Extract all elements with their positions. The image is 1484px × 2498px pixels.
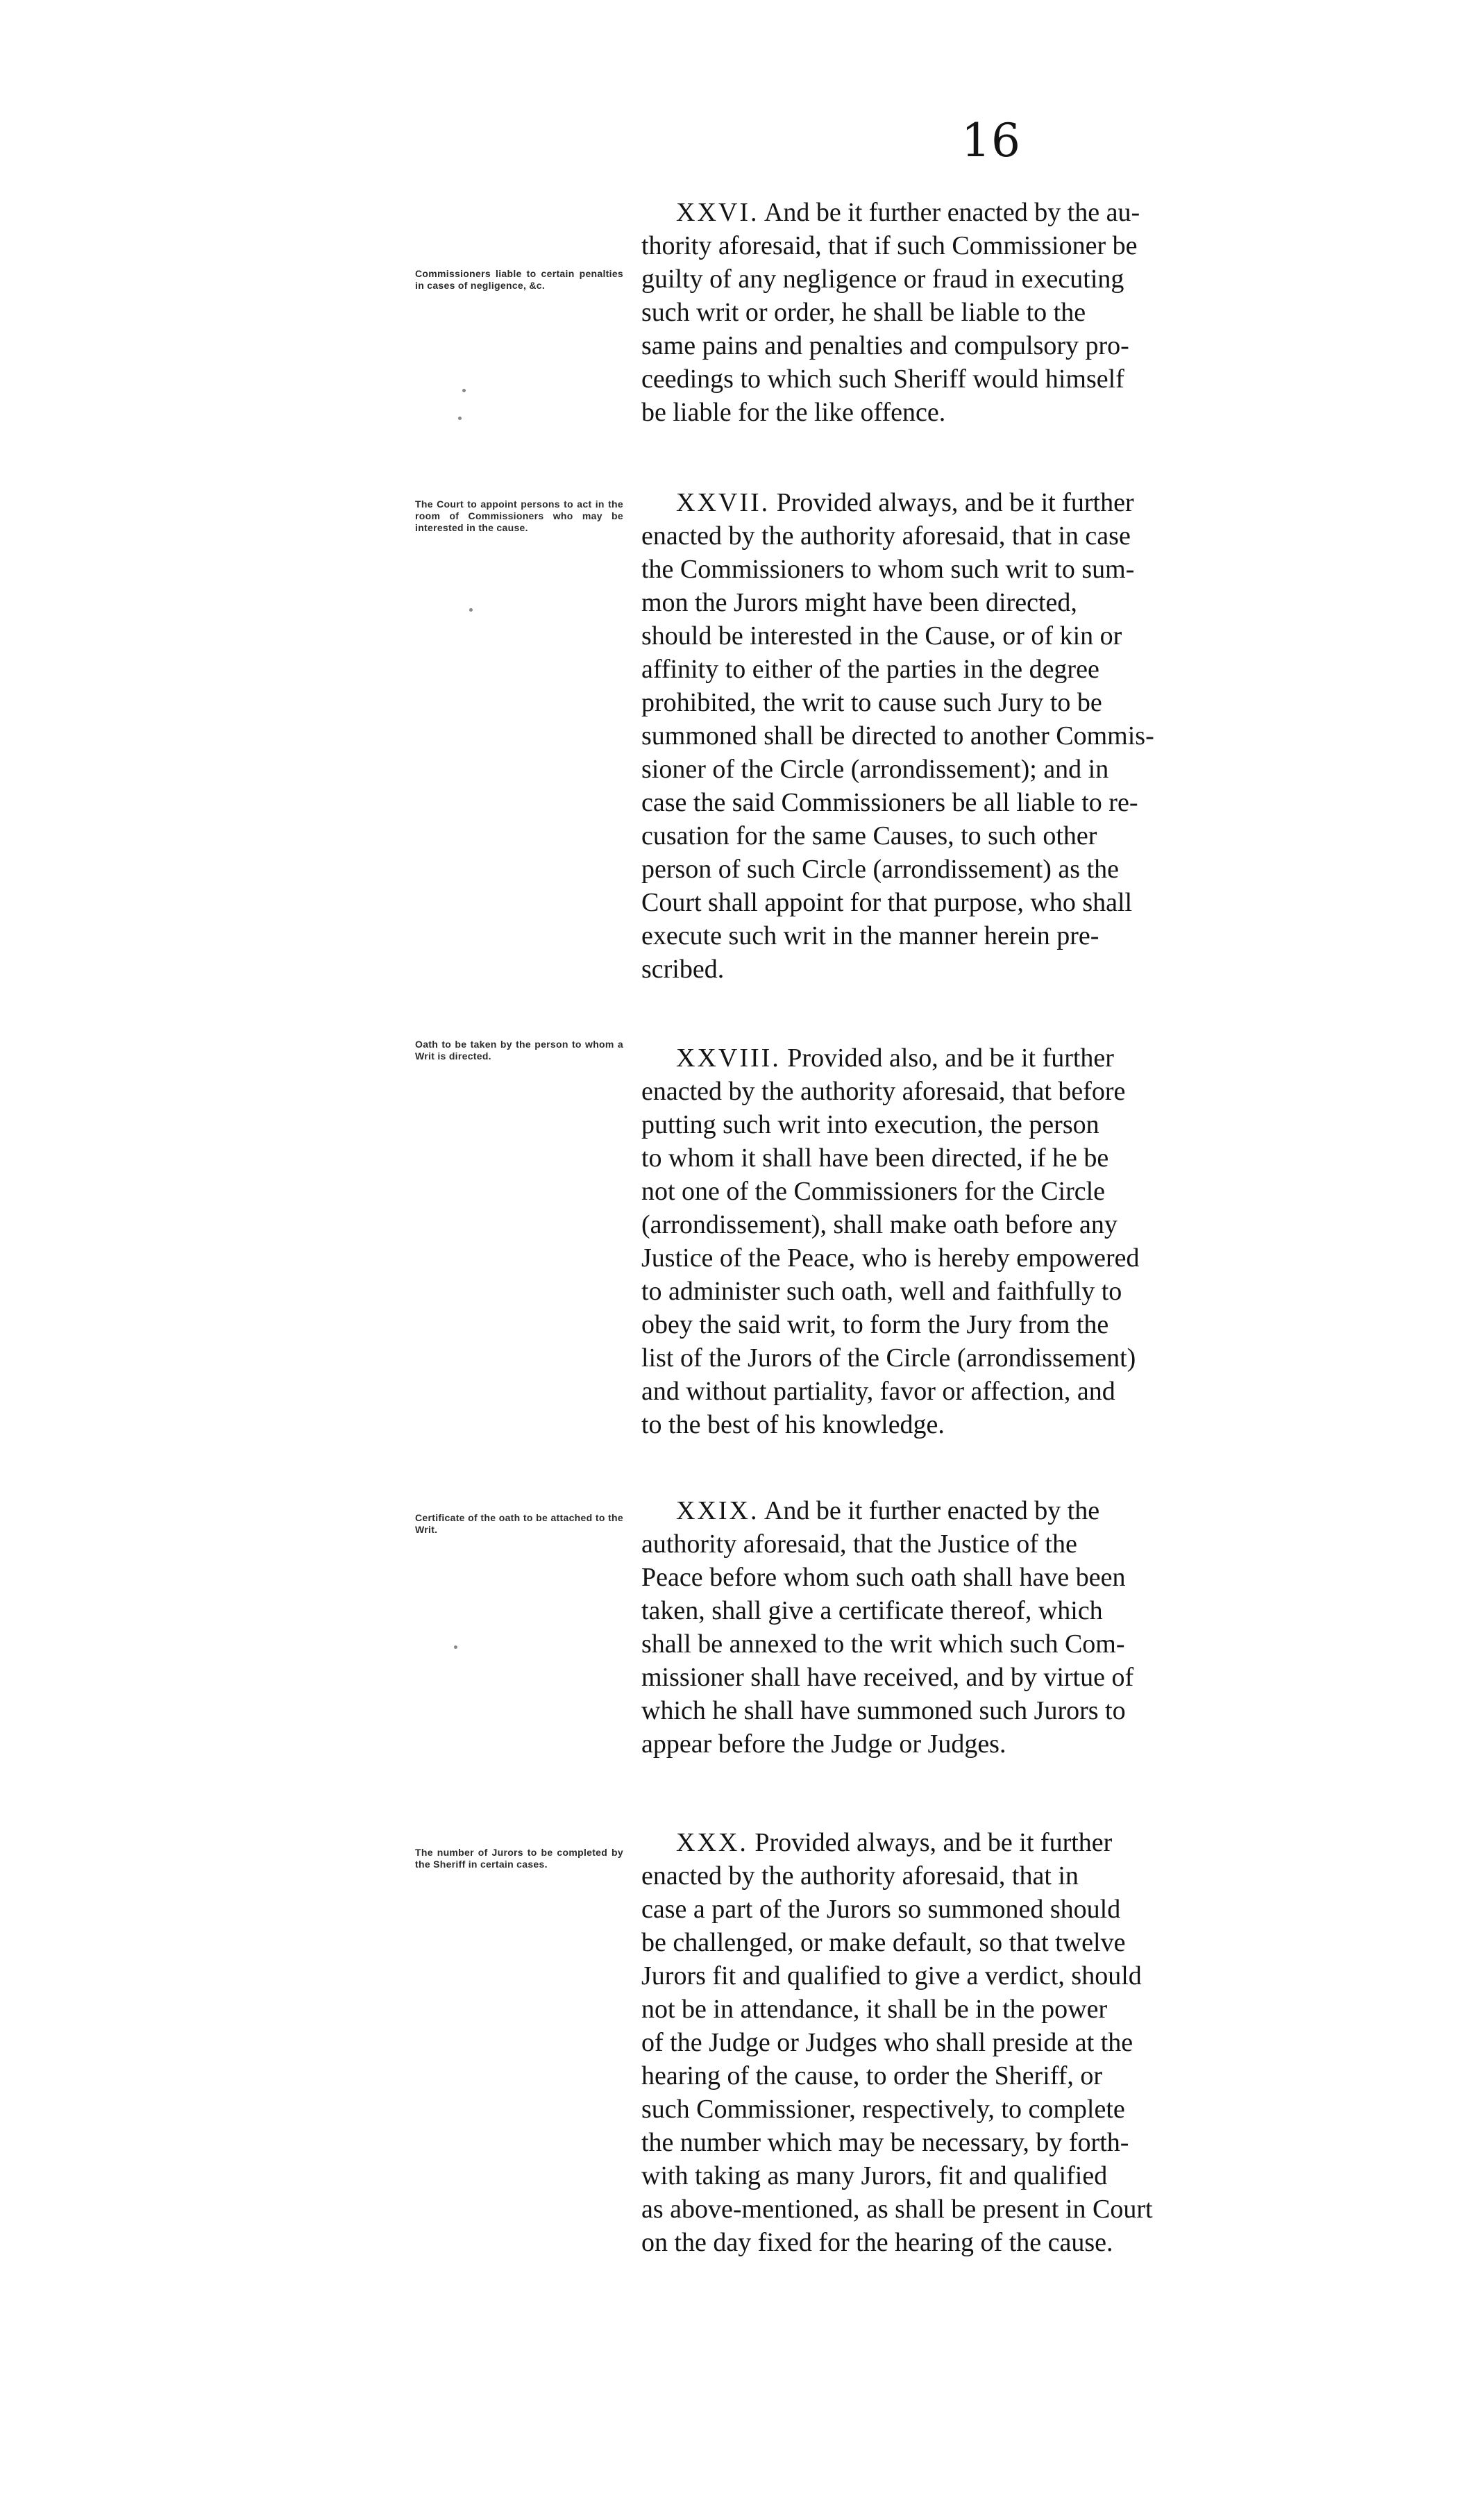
section-numeral: XXIX.: [676, 1496, 759, 1525]
section-numeral: XXX.: [676, 1828, 748, 1857]
section-numeral: XXVII.: [676, 488, 770, 517]
section-body: Provided always, and be it further enacted by the authority aforesaid, that in case the Commissioners to whom such writ to sum- mon the Jurors might have been directed, should be interested in the Cause, or of kin or affinity to either of the parties in the degree prohibited, the writ to cause such Jury to be summoned shall be directed to another Commis- sioner of the Circle (arrondissement); and in case the said Commissioners be all liable to re- cusation for the same Causes, to such other person of such Circle (arrondissement) as the Court shall appoint for that purpose, who shall execute such writ in the manner herein pre- scribed.: [641, 488, 1154, 984]
section-text: [641, 196, 1308, 429]
margin-note: The number of Jurors to be completed by the Sheriff in certain cases.: [415, 1847, 623, 1870]
margin-note: Commissioners liable to certain penalties in cases of negligence, &c.: [415, 268, 623, 291]
section-text: [641, 486, 1308, 986]
section-body: And be it further enacted by the authority aforesaid, that the Justice of the Peace before whom such oath shall have been taken, shall give a certificate thereof, which shall be annexed to the writ which such Com- missioner shall have received, and by virtue of which he shall have summoned such Jurors to appear before the Judge or Judges.: [641, 1496, 1134, 1759]
section-numeral: XXVI.: [676, 198, 759, 227]
scan-speck: [462, 389, 466, 392]
margin-note: The Court to appoint persons to act in the room of Commissioners who may be interested in the cause.: [415, 498, 623, 533]
section-body: And be it further enacted by the au- thority aforesaid, that if such Commissioner be guilty of any negligence or fraud in executing such writ or order, he shall be liable to the same pains and penalties and compulsory pro- ceedings to which such Sheriff would himself be liable for the like offence.: [641, 198, 1140, 427]
section-text: [641, 1826, 1308, 2259]
section-text: [641, 1494, 1308, 1761]
section-body: Provided also, and be it further enacted by the authority aforesaid, that before putting such writ into execution, the person to whom it shall have been directed, if he be not one of the Commissioners for the Circle (arrondissement), shall make oath before any Justice of the Peace, who is hereby empowered to administer such oath, well and faithfully to obey the said writ, to form the Jury from the list of the Jurors of the Circle (arrondissement) and without partiality, favor or affection, and to the best of his knowledge.: [641, 1043, 1140, 1439]
scan-speck: [454, 1645, 457, 1649]
scan-speck: [469, 608, 473, 612]
section-text: [641, 1041, 1308, 1441]
section-numeral: XXVIII.: [676, 1043, 781, 1073]
scan-speck: [458, 417, 462, 420]
margin-note: Certificate of the oath to be attached to the Writ.: [415, 1512, 623, 1535]
section-body: Provided always, and be it further enacted by the authority aforesaid, that in case a part of the Jurors so summoned should be challenged, or make default, so that twelve Jurors fit and qualified to give a verdict, should not be in attendance, it shall be in the power of the Judge or Judges who shall preside at the hearing of the cause, to order the Sheriff, or such Commissioner, respectively, to complete the number which may be necessary, by forth- with taking as many Jurors, fit and qualified as above-mentioned, as shall be present in Court on the day fixed for the hearing of the cause.: [641, 1828, 1153, 2257]
margin-note: Oath to be taken by the person to whom a Writ is directed.: [415, 1039, 623, 1062]
page-number: 16: [961, 114, 1021, 167]
